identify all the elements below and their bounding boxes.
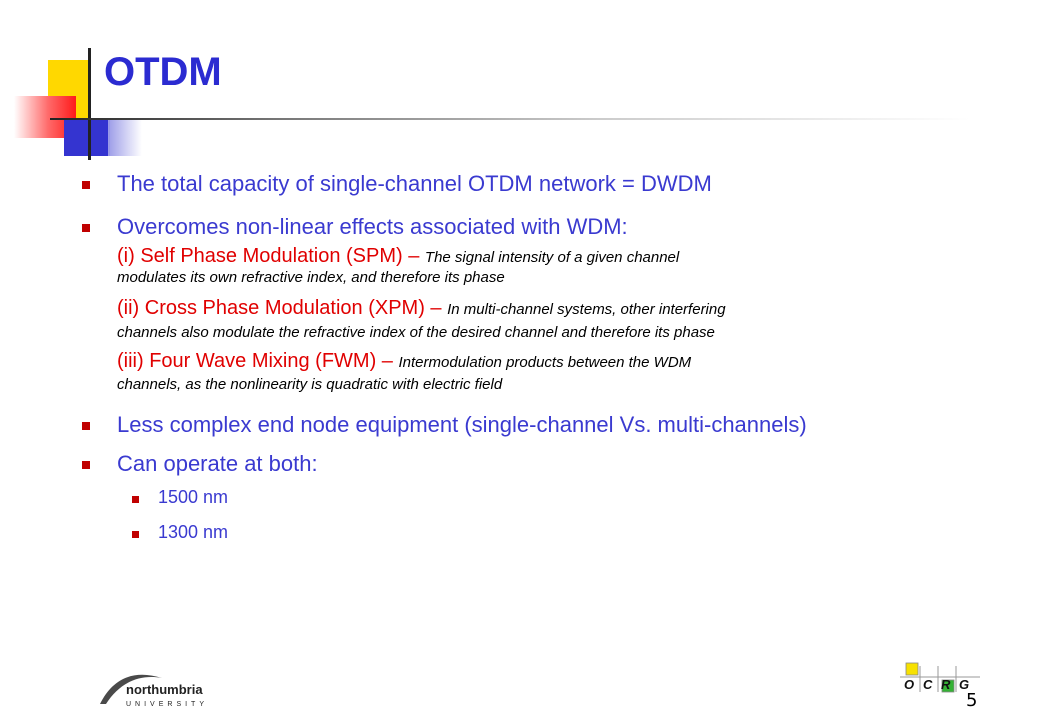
effect-xpm-cont: channels also modulate the refractive index of the desired channel and therefore its phase [117,324,715,341]
bullet-marker [82,224,90,232]
page-number: 5 [966,690,978,711]
effect-fwm-title: (iii) Four Wave Mixing (FWM) – [117,350,393,372]
effect-xpm-desc: In multi-channel systems, other interfering [447,301,726,318]
effect-fwm-label [117,350,691,373]
effect-spm-cont: modulates its own refractive index, and therefore its phase [117,269,505,286]
effect-spm-desc: The signal intensity of a given channel [424,249,680,266]
ocrg-letter-o: O [904,677,915,692]
slide-title: OTDM [104,50,222,94]
northumbria-logo [96,668,236,712]
ocrg-letter-g: G [959,677,970,692]
sub-bullet-marker [132,531,139,538]
effect-spm-title: (i) Self Phase Modulation (SPM) – [117,245,420,267]
bullet-nonlinear: Overcomes non-linear effects associated with WDM: [117,214,628,239]
decor-blue-fade [108,120,142,156]
title-underline [50,118,970,120]
effect-xpm-title: (ii) Cross Phase Modulation (XPM) – [117,297,442,319]
bullet-marker [82,181,90,189]
effect-fwm-cont: channels, as the nonlinearity is quadratic with electric field [117,376,503,393]
bullet-capacity: The total capacity of single-channel OTDM network = DWDM [117,171,712,196]
bullet-less-complex: Less complex end node equipment (single-channel Vs. multi-channels) [117,412,807,437]
effect-fwm-desc: Intermodulation products between the WDM [398,354,692,371]
bullet-marker [82,461,90,469]
effect-xpm-label [117,297,726,320]
effect-spm-label [117,245,679,268]
sub-bullet-marker [132,496,139,503]
ocrg-letter-r: R [941,677,951,692]
decor-vertical-line [88,48,91,160]
wavelength-1500: 1500 nm [158,487,229,507]
bullet-operate: Can operate at both: [117,451,318,476]
ocrg-letter-c: C [923,677,933,692]
wavelength-1300: 1300 nm [158,522,229,542]
logo-text: northumbria [126,682,203,697]
decor-blue-square [64,120,110,156]
logo-subtext: UNIVERSITY [126,701,209,708]
bullet-marker [82,422,90,430]
